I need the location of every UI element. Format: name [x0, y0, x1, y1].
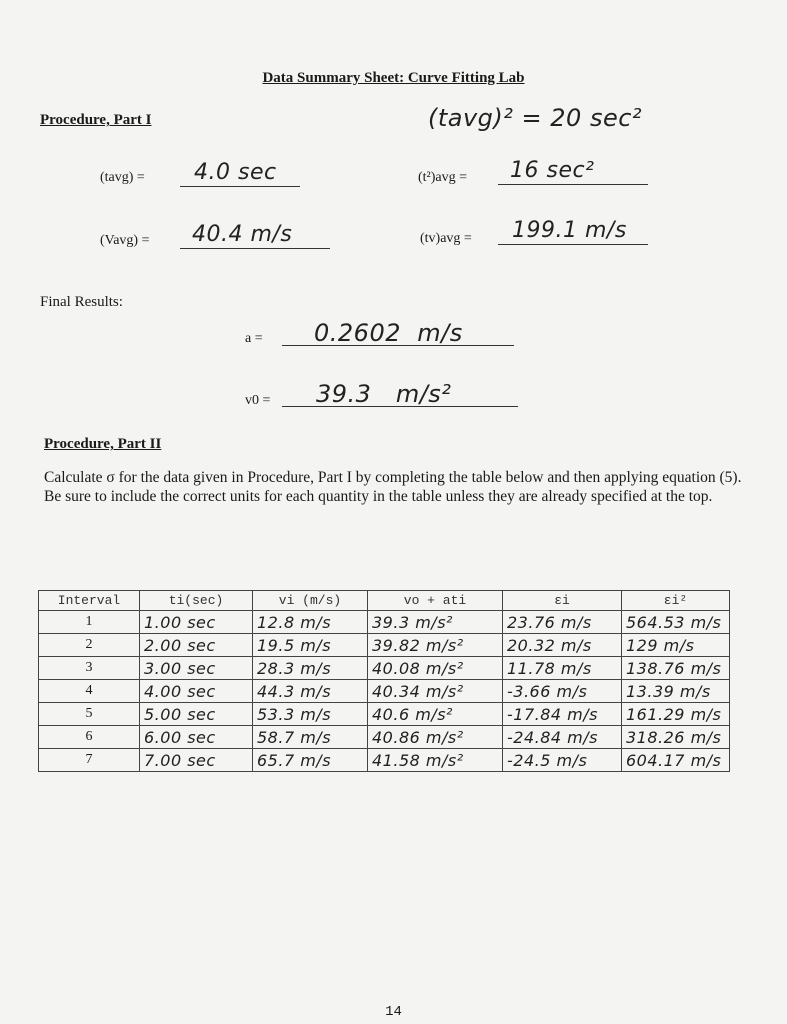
cell-interval: 7	[39, 749, 140, 772]
table-row	[39, 749, 730, 772]
cell-vo-at: 41.58 m/s²	[368, 749, 503, 772]
cell-epsilon-squared: 138.76 m/s	[622, 657, 730, 680]
cell-epsilon-squared: 604.17 m/s	[622, 749, 730, 772]
table-row	[39, 703, 730, 726]
tavg-blank	[180, 160, 300, 187]
cell-vi: 44.3 m/s	[253, 680, 368, 703]
header-epsilon: εi	[503, 591, 622, 611]
a-label: a =	[245, 331, 263, 346]
cell-vi: 65.7 m/s	[253, 749, 368, 772]
tavg-label: (tavg) =	[100, 170, 145, 185]
header-interval: Interval	[39, 591, 140, 611]
t2avg-blank	[498, 158, 648, 185]
tvavg-label: (tv)avg =	[420, 231, 472, 246]
tavg-squared-note: (tavg)² = 20 sec²	[428, 104, 643, 132]
header-vi: vi (m/s)	[253, 591, 368, 611]
v0-blank	[282, 380, 518, 407]
cell-epsilon: -17.84 m/s	[503, 703, 622, 726]
t2avg-value: 16 sec²	[510, 158, 595, 183]
cell-vo-at: 40.86 m/s²	[368, 726, 503, 749]
cell-vo-at: 40.08 m/s²	[368, 657, 503, 680]
table-header-row	[39, 591, 730, 611]
tvavg-blank	[498, 218, 648, 245]
table-row	[39, 726, 730, 749]
cell-vo-at: 40.34 m/s²	[368, 680, 503, 703]
vavg-blank	[180, 222, 330, 249]
header-epsilon-squared: εi²	[622, 591, 730, 611]
vavg-label: (Vavg) =	[100, 233, 150, 248]
cell-ti: 3.00 sec	[140, 657, 253, 680]
part2-instructions: Calculate σ for the data given in Procedure, Part I by completing the table below and then applying equation (5). Be sure to include the correct units for each quantity in the table unless they are already specified at the top.	[44, 469, 742, 505]
final-results-label: Final Results:	[40, 294, 123, 310]
cell-epsilon: -24.84 m/s	[503, 726, 622, 749]
part2-heading: Procedure, Part II	[44, 436, 162, 452]
cell-vi: 58.7 m/s	[253, 726, 368, 749]
cell-epsilon-squared: 161.29 m/s	[622, 703, 730, 726]
a-blank	[282, 319, 514, 346]
cell-epsilon: 23.76 m/s	[503, 611, 622, 634]
cell-interval: 4	[39, 680, 140, 703]
table-row	[39, 680, 730, 703]
cell-vi: 53.3 m/s	[253, 703, 368, 726]
cell-vo-at: 40.6 m/s²	[368, 703, 503, 726]
cell-vo-at: 39.3 m/s²	[368, 611, 503, 634]
cell-ti: 1.00 sec	[140, 611, 253, 634]
cell-vo-at: 39.82 m/s²	[368, 634, 503, 657]
header-vo-at: vo + ati	[368, 591, 503, 611]
page-title: Data Summary Sheet: Curve Fitting Lab	[262, 70, 525, 86]
t2avg-label: (t²)avg =	[418, 170, 468, 185]
header-ti: ti(sec)	[140, 591, 253, 611]
cell-interval: 3	[39, 657, 140, 680]
v0-value: 39.3 m/s²	[316, 380, 452, 408]
cell-epsilon: -24.5 m/s	[503, 749, 622, 772]
cell-vi: 12.8 m/s	[253, 611, 368, 634]
vavg-value: 40.4 m/s	[192, 222, 293, 247]
cell-interval: 1	[39, 611, 140, 634]
cell-epsilon: -3.66 m/s	[503, 680, 622, 703]
cell-interval: 5	[39, 703, 140, 726]
cell-ti: 4.00 sec	[140, 680, 253, 703]
part1-heading: Procedure, Part I	[40, 112, 152, 128]
cell-ti: 5.00 sec	[140, 703, 253, 726]
page-number: 14	[385, 1004, 402, 1020]
cell-epsilon: 11.78 m/s	[503, 657, 622, 680]
table-row	[39, 611, 730, 634]
cell-epsilon-squared: 564.53 m/s	[622, 611, 730, 634]
cell-vi: 28.3 m/s	[253, 657, 368, 680]
a-value: 0.2602 m/s	[314, 319, 463, 347]
cell-interval: 2	[39, 634, 140, 657]
cell-epsilon: 20.32 m/s	[503, 634, 622, 657]
cell-interval: 6	[39, 726, 140, 749]
table-row	[39, 657, 730, 680]
tvavg-value: 199.1 m/s	[512, 218, 627, 243]
cell-epsilon-squared: 129 m/s	[622, 634, 730, 657]
tavg-value: 4.0 sec	[194, 160, 277, 185]
cell-ti: 7.00 sec	[140, 749, 253, 772]
cell-vi: 19.5 m/s	[253, 634, 368, 657]
cell-epsilon-squared: 13.39 m/s	[622, 680, 730, 703]
v0-label: v0 =	[245, 393, 271, 408]
cell-ti: 2.00 sec	[140, 634, 253, 657]
cell-epsilon-squared: 318.26 m/s	[622, 726, 730, 749]
table-row	[39, 634, 730, 657]
data-table	[38, 590, 730, 772]
cell-ti: 6.00 sec	[140, 726, 253, 749]
